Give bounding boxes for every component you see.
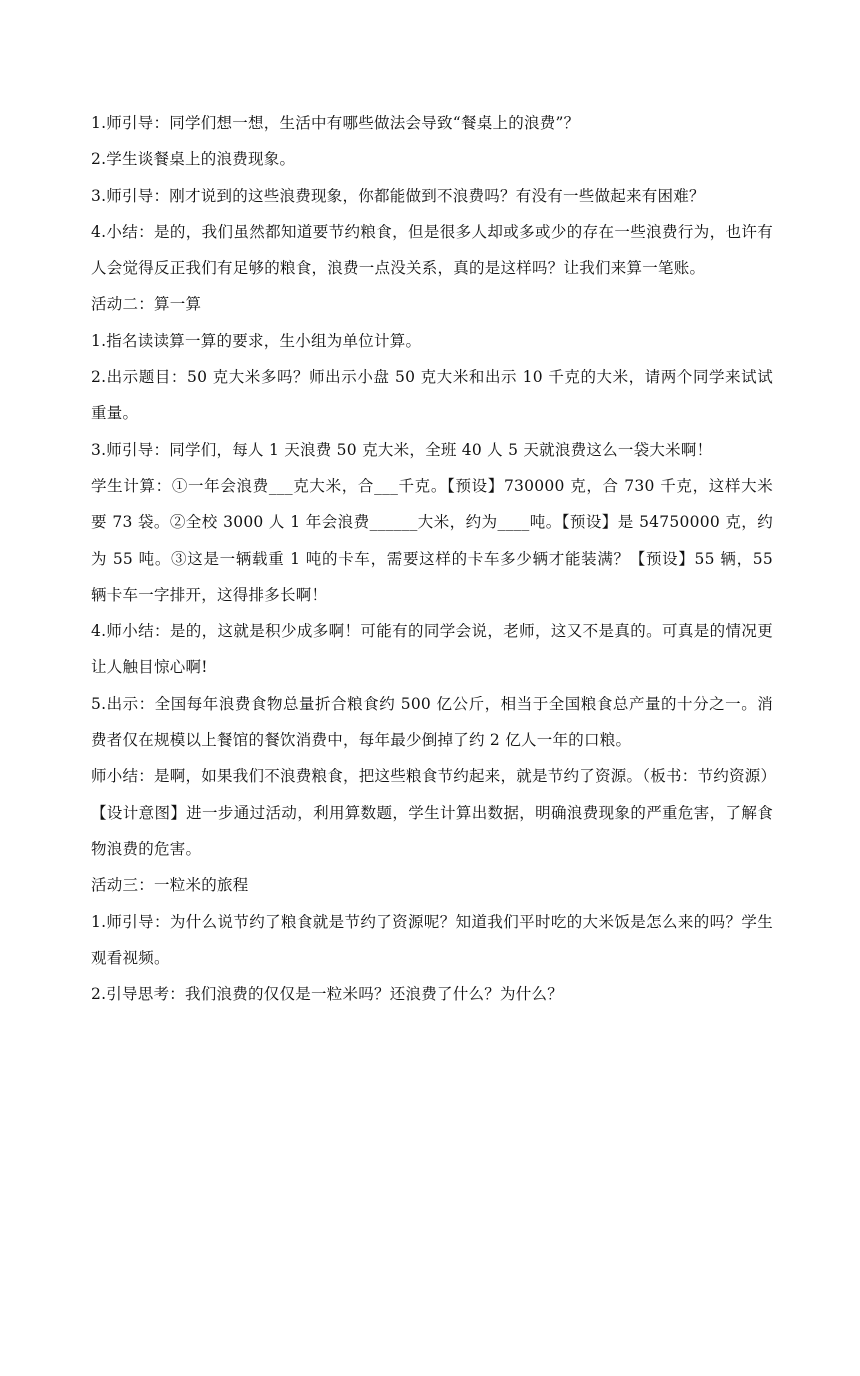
paragraph-guide-question: 1.师引导：同学们想一想，生活中有哪些做法会导致“餐桌上的浪费”？ (91, 114, 580, 132)
paragraph-rice-journey: 1.师引导：为什么说节约了粮食就是节约了资源呢？知道我们平时吃的大米饭是怎么来的吗？学生观看视频。 (91, 912, 773, 967)
paragraph-national-waste: 5.出示：全国每年浪费食物总量折合粮食约 500 亿公斤，相当于全国粮食总产量的十分之一。消费者仅在规模以上餐馆的餐饮消费中，每年最少倒掉了约 2 亿人一年的口粮。 (91, 694, 773, 750)
heading-activity-two: 活动二：算一算 (91, 295, 202, 314)
heading-activity-three: 活动三：一粒米的旅程 (91, 876, 249, 895)
paragraph-save-resources: 师小结：是啊，如果我们不浪费粮食，把这些粮食节约起来，就是节约了资源。（板书：节约资源） (91, 767, 777, 786)
paragraph-students-discuss: 2.学生谈餐桌上的浪费现象。 (91, 150, 296, 169)
document-body (91, 105, 777, 1012)
paragraph-show-problem: 2.出示题目：50 克大米多吗？师出示小盘 50 克大米和出示 10 千克的大米，请两个同学来试试重量。 (91, 368, 773, 423)
paragraph-student-calculation: 学生计算：①一年会浪费___克大米，合___千克。【预设】730000 克，合 730 千克，这样大米要 73 袋。②全校 3000 人 1 年会浪费______大米，约为____吨。【预设】是 54750000 克，约为 55 吨。③这是一辆载重 1 吨的卡车，需要这样的卡车多少辆才能装满？【预设】55 辆，55 辆卡车一字排开，这得排多长啊！ (91, 476, 773, 604)
paragraph-reflection: 2.引导思考：我们浪费的仅仅是一粒米吗？还浪费了什么？为什么？ (91, 985, 564, 1004)
paragraph-teacher-guide: 3.师引导：同学们，每人 1 天浪费 50 克大米，全班 40 人 5 天就浪费这么一袋大米啊！ (91, 440, 713, 459)
paragraph-guide-difficulty: 3.师引导：刚才说到的这些浪费现象，你都能做到不浪费吗？有没有一些做起来有困难？ (91, 186, 705, 205)
paragraph-teacher-summary: 4.师小结：是的，这就是积少成多啊！可能有的同学会说，老师，这又不是真的。可真是的情况更让人触目惊心啊! (91, 622, 773, 677)
paragraph-read-requirements: 1.指名读读算一算的要求，生小组为单位计算。 (91, 331, 422, 350)
paragraph-design-intent: 【设计意图】进一步通过活动，利用算数题，学生计算出数据，明确浪费现象的严重危害，了解食物浪费的危害。 (91, 803, 773, 858)
paragraph-summary: 4.小结：是的，我们虽然都知道要节约粮食，但是很多人却或多或少的存在一些浪费行为，也许有人会觉得反正我们有足够的粮食，浪费一点没关系，真的是这样吗？让我们来算一笔账。 (91, 222, 773, 278)
